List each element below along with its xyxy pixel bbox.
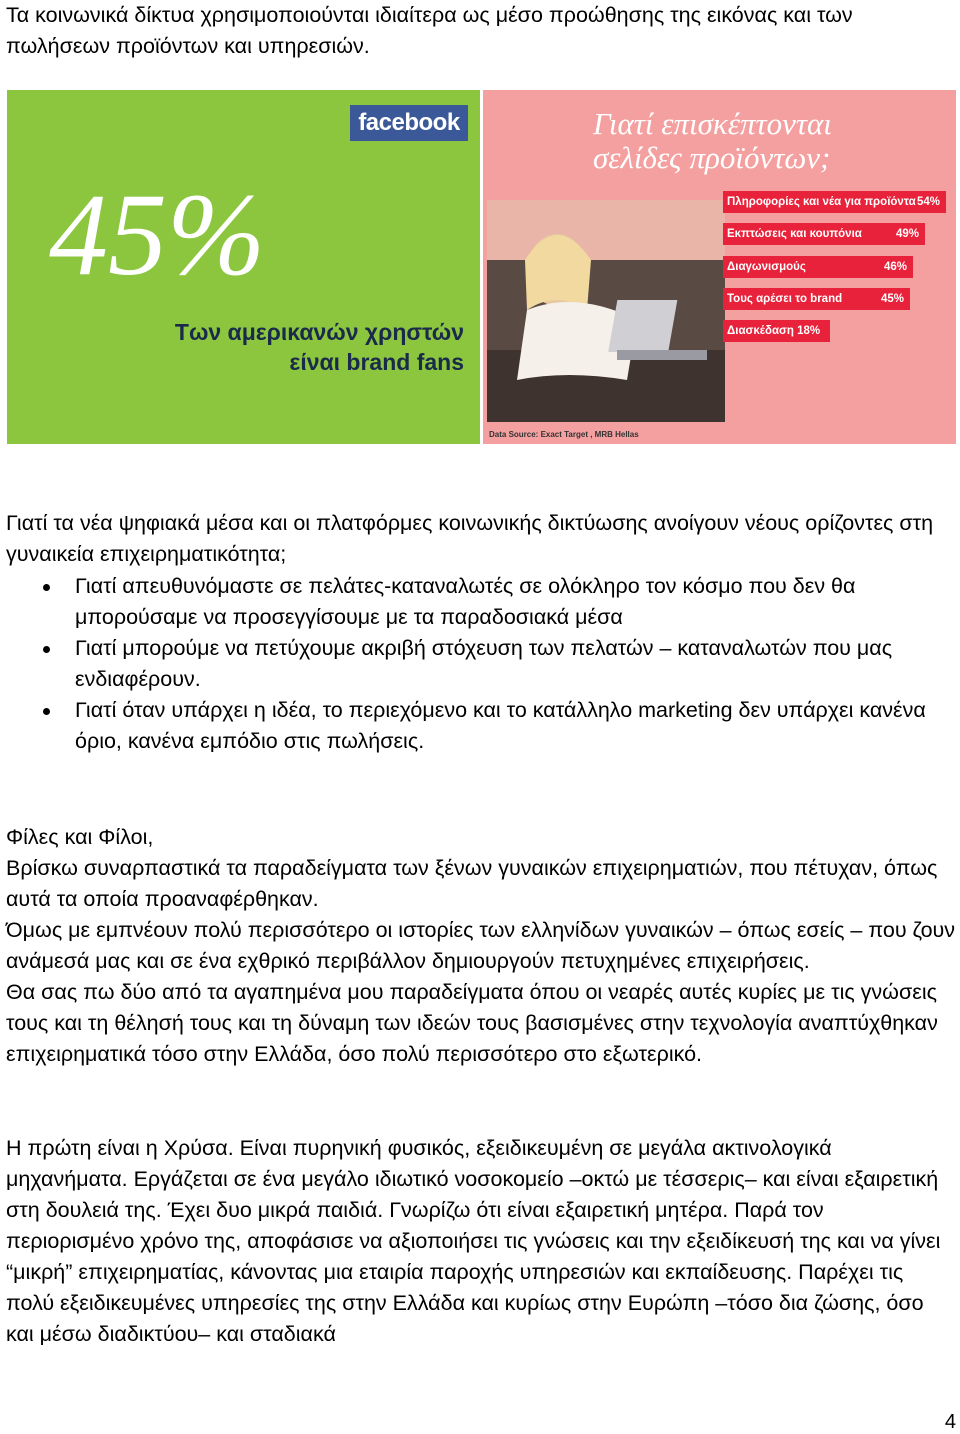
data-source: Data Source: Exact Target , MRB Hellas: [489, 430, 639, 439]
intro-paragraph: Τα κοινωνικά δίκτυα χρησιμοποιούνται ιδιαίτερα ως μέσο προώθησης της εικόνας και των πωλήσεων προϊόντων και υπηρεσιών.: [6, 3, 853, 58]
stat-label: Διασκέδαση 18%: [727, 325, 821, 337]
bullet-list: [6, 571, 950, 757]
paragraph: Βρίσκω συναρπαστικά τα παραδείγματα των ξένων γυναικών επιχειρηματιών, που πέτυχαν, όπως αυτά τα οποία προαναφέρθηκαν.: [6, 856, 938, 911]
why-visit-heading-line1: Γιατί επισκέπτονται: [593, 106, 832, 141]
stat-label: Εκπτώσεις και κουπόνια: [727, 228, 862, 240]
list-item-text: Γιατί απευθυνόμαστε σε πελάτες-καταναλωτές σε ολόκληρο τον κόσμο που δεν θα μπορούσαμε να προσεγγίσουμε με τα παραδοσιακά μέσα: [75, 574, 856, 629]
stat-label: Τους αρέσει το brand: [727, 293, 843, 305]
stat-bar-product-info: [723, 191, 946, 213]
infographic: [7, 90, 956, 444]
why-visit-heading-line2: σελίδες προϊόντων;: [593, 140, 831, 175]
bullet-icon: [43, 584, 50, 591]
stat-label: Διαγωνισμούς: [727, 261, 806, 273]
stat-bar-discounts: [723, 223, 925, 245]
fans-caption-line2: είναι brand fans: [289, 349, 464, 375]
facebook-logo: facebook: [350, 105, 468, 141]
stat-bar-contests: [723, 256, 913, 278]
greeting: Φίλες και Φίλοι,: [6, 825, 154, 849]
infographic-left-panel: [7, 90, 480, 444]
stat-value: 54%: [916, 196, 940, 208]
bullet-icon: [43, 708, 50, 715]
stat-value: 49%: [895, 228, 919, 240]
stat-value: 45%: [880, 293, 904, 305]
first-story-paragraph: Η πρώτη είναι η Χρύσα. Είναι πυρηνική φυσικός, εξειδικευμένη σε μεγάλα ακτινολογικά μηχανήματα. Εργάζεται σε ένα μεγάλο ιδιωτικό νοσοκομείο –οκτώ με τέσσερις– και είναι εξαιρετική στη δουλειά της. Έχει δυο μικρά παιδιά. Γνωρίζω ότι είναι εξαιρετική μητέρα. Παρά τον περιορισμένο χρόνο της, αποφάσισε να αξιοποιήσει τις γνώσεις και την εξειδίκευσή της και να γίνει “μικρή” επιχειρηματίας, κάνοντας μια εταιρία παροχής υπηρεσιών και εκπαίδευσης. Παρέχει τις πολύ εξειδικευμένες υπηρεσίες της στην Ελλάδα και κυρίως στην Ευρώπη –τόσο δια ζώσης, όσο και μέσω διαδικτύου– και σταδιακά: [6, 1136, 941, 1346]
bullet-icon: [43, 646, 50, 653]
fans-caption-line1: Των αμερικανών χρηστών: [174, 319, 464, 345]
list-item: [6, 571, 950, 633]
paragraph: Θα σας πω δύο από τα αγαπημένα μου παραδείγματα όπου οι νεαρές αυτές κυρίες με τις γνώσεις τους και τη θέλησή τους και τη δύναμη των ιδεών τους βασισμένες στην τεχνολογία αναπτύχθηκαν επιχειρηματικά τόσο στην Ελλάδα, όσο πολύ περισσότερο στο εξωτερικό.: [6, 980, 938, 1066]
page-number: 4: [944, 1411, 956, 1433]
list-item-text: Γιατί μπορούμε να πετύχουμε ακριβή στόχευση των πελατών – καταναλωτών που μας ενδιαφέρουν.: [75, 636, 893, 691]
list-item-text: Γιατί όταν υπάρχει η ιδέα, το περιεχόμενο και το κατάλληλο marketing δεν υπάρχει κανένα όριο, κανένα εμπόδιο στις πωλήσεις.: [75, 698, 926, 753]
stat-value: 46%: [883, 261, 907, 273]
big-percentage: 45%: [49, 169, 266, 300]
list-item: [6, 695, 950, 757]
infographic-right-panel: [483, 90, 956, 444]
friends-section: [6, 822, 956, 1070]
stat-bar-like-brand: [723, 288, 910, 310]
list-item: [6, 633, 950, 695]
why-paragraph: Γιατί τα νέα ψηφιακά μέσα και οι πλατφόρμες κοινωνικής δικτύωσης ανοίγουν νέους ορίζοντες στη γυναικεία επιχειρηματικότητα;: [6, 511, 934, 566]
stat-bar-entertainment: [723, 320, 830, 342]
stat-label: Πληροφορίες και νέα για προϊόντα: [727, 196, 916, 208]
woman-laptop-photo: [487, 200, 725, 422]
paragraph: Όμως με εμπνέουν πολύ περισσότερο οι ιστορίες των ελληνίδων γυναικών – όπως εσείς – που ζουν ανάμεσά μας και σε ένα εχθρικό περιβάλλον δημιουργούν πετυχημένες επιχειρήσεις.: [6, 918, 956, 973]
